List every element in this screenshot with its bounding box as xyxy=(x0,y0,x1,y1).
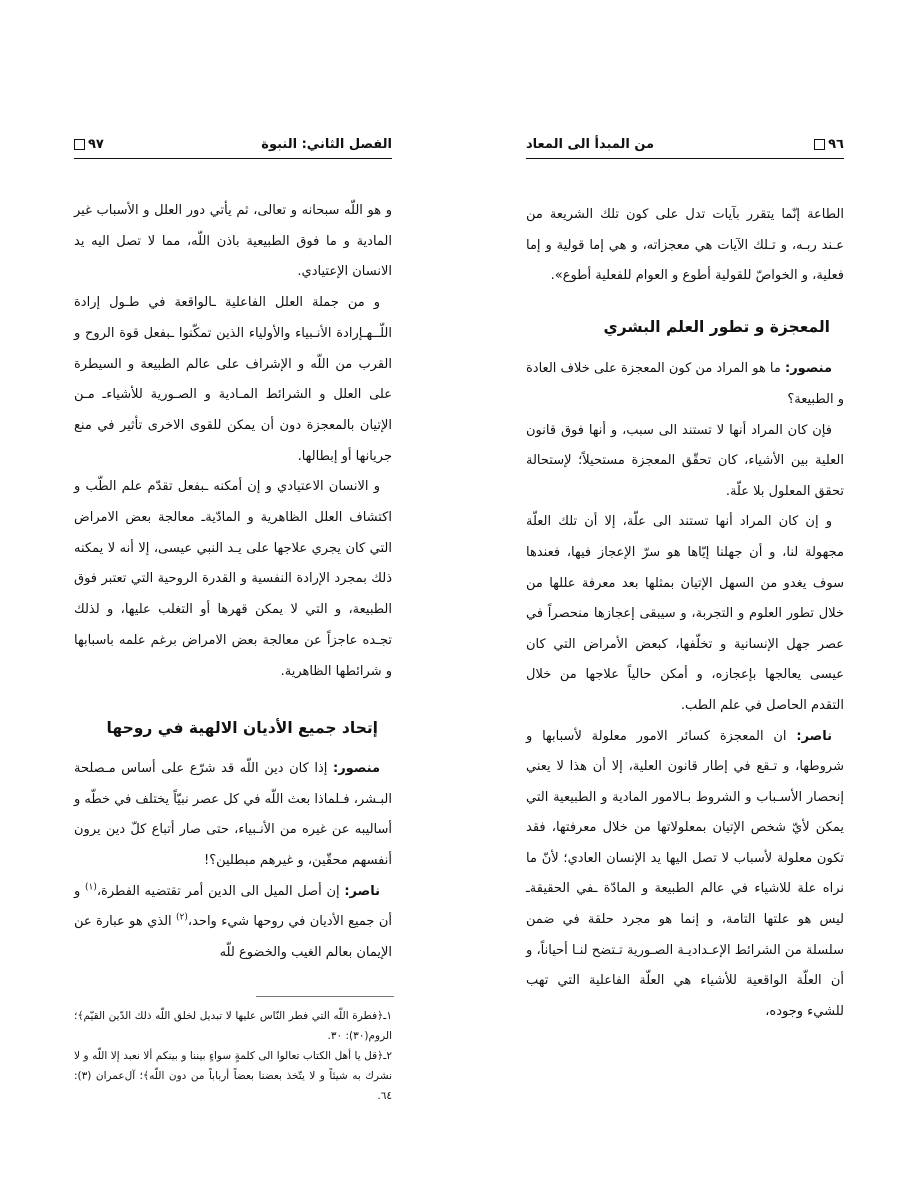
footnote: ٢ـ﴿قل يا أهل الكتاب تعالوا الى كلمةٍ سواءٍ بيننا و بينكم ألا نعبد إلا اللّه و لا نشرك به شيئاً و لا يتّخذ بعضنا بعضاً أرباباً من دون اللّه﴾؛ آل‌عمران (٣): ٦٤. xyxy=(74,1050,392,1102)
dialogue-paragraph xyxy=(74,754,392,877)
square-ornament-icon xyxy=(74,139,85,150)
dialogue-text: ما هو المراد من كون المعجزة على خلاف العادة و الطبيعة؟ xyxy=(526,361,844,407)
page-number-group xyxy=(74,137,104,152)
paragraph: و من جملة العلل الفاعلية ـالواقعة في طـول إرادة اللّــهـإرادة الأنـبياء والأولياء الذين تمكّنوا ـبفعل قوة الروح و القرب من اللّه و الإشراف على عالم الطبيعة و السيطرة على العلل و الشرائط المـادية و الصـورية للأشياءـ مـن الإتيان بالمعجزة دون أن يمكن للقوى الاخرى تأثير في منع جريانها أو إبطالها. xyxy=(74,295,392,464)
speaker-label: منصور: xyxy=(785,361,832,377)
speaker-label: ناصر: xyxy=(344,883,380,899)
body-text xyxy=(74,196,392,969)
paragraph: الطاعة إنّما يتقرر بآيات تدل على كون تلك الشريعة من عـند ربـه، و تـلك الآيات هي معجزاته، و هي إما قولية و إما فعلية، و الخواصّ للقولية أطوع و العوام للفعلية أطوع». xyxy=(526,207,844,284)
dialogue-text: الذي هو عبارة عن الإيمان بعالم الغيب والخضوع للّه xyxy=(74,914,392,961)
body-text xyxy=(526,200,844,1027)
running-header xyxy=(74,134,392,154)
speaker-label: منصور: xyxy=(333,760,380,776)
page-number-group xyxy=(814,137,844,152)
header-title: الفصل الثاني: النبوة xyxy=(261,136,392,152)
square-ornament-icon xyxy=(814,139,825,150)
running-header xyxy=(526,134,844,154)
footnote-separator xyxy=(256,996,394,997)
footnote-ref: (٢) xyxy=(176,913,188,924)
paragraph: و الانسان الاعتيادي و إن أمكنه ـبفعل تقدّم علم الطّب و اكتشاف العلل الظاهرية و المادّيةـ معالجة بعض الامراض التي كان يجري علاجها على يـد النبي عيسى، إلا أنه لا يمكنه ذلك بمجرد الإرادة النفسية و القدرة الروحية التي تعتبر فوق الطبيعة، و التي لا يمكن قهرها أو التغلب عليها، و لذلك تجـده عاجزاً عن معالجة بعض الامراض برغم علمه باسبابها و شرائطها الظاهرية. xyxy=(74,479,392,679)
header-rule xyxy=(74,158,392,159)
footnote: ١ـ﴿فطرة اللّه التي فطر النّاس عليها لا تبديل لخلق اللّه ذلك الدّين القيّم﴾؛ الروم(٣٠): ٣٠. xyxy=(74,1010,392,1042)
page-number: ٩٧ xyxy=(88,136,104,152)
dialogue-text: ان المعجزة كسائر الامور معلولة لأسبابها و شروطها، و تـقع في إطار قانون العلية، إلا أن هذا لا يعني إنحصار الأسـباب و الشروط بـالامور المادية و الطبيعية التي يمكن لأيّ شخص الإتيان بمعلولاتها من خلال معرفتها، فقد تكون معلولة لأسباب لا تصل اليها يد الإنسان العادي؛ لأنّ ما نراه علة للاشياء في عالم الطبيعة و المادّة ـفي الحقيقةـ ليس هو علتها التامة، و إنما هو مجرد حلقة في ضمن سلسلة من الشرائط الإعـداديـة الصـورية تـتضح لنـا أحياناً، و أن العلّة الواقعية للأشياء هي العلّة الفاعلية التي تهب للشيء وجوده، xyxy=(526,728,844,1019)
speaker-label: ناصر: xyxy=(796,728,832,744)
dialogue-text: إذا كان دين اللّه قد شرّع على أساس مـصلحة البـشر، فـلماذا بعث اللّه في كل عصر نبيّاً يختلف في خطّه و أساليبه عن غيره من الأنـبياء، حتى صار أتباع كلّ دين يرون أنفسهم محقّين، و غيرهم مبطلين؟! xyxy=(74,760,392,869)
footnote-ref: (١) xyxy=(84,882,97,893)
paragraph: فإن كان المراد أنها لا تستند الى سبب، و أنها فوق قانون العلية بين الأشياء، كان تحقّق المعجزة مستحيلاً؛ لإستحالة تحقق المعلول بلا علّة. xyxy=(526,422,844,499)
section-heading: المعجزة و تطور العلم البشري xyxy=(603,317,830,336)
paragraph: و هو اللّه سبحانه و تعالى، ثم يأتي دور العلل و الأسباب غير المادية و ما فوق الطبيعية باذن اللّه، مما لا تصل اليه يد الانسان الإعتيادي. xyxy=(74,203,392,280)
paragraph: و إن كان المراد أنها تستند الى علّة، إلا أن تلك العلّة مجهولة لنا، و أن جهلنا إيّاها هو سرّ الإعجاز فيها، فعندها سوف يغدو من السهل الإتيان بمثلها بعد معرفة عللها من خلال تطور العلوم و التجربة، و سيبقى إعجازها منحصراً في عصر جهل الإنسانية و تخلّفها، كبعض الأمراض التي كان عيسى يعالجها بإعجازه، و أمكن حالياً علاجها من خلال التقدم الحاصل في علم الطب. xyxy=(526,514,844,713)
dialogue-paragraph xyxy=(526,354,844,415)
dialogue-paragraph xyxy=(74,877,392,969)
page-number: ٩٦ xyxy=(828,136,844,152)
dialogue-paragraph xyxy=(526,722,844,1028)
header-title: من المبدأ الى المعاد xyxy=(526,136,655,152)
right-page xyxy=(450,0,900,1200)
footnotes xyxy=(74,1006,392,1106)
dialogue-text: و أن جميع الأديان في روحها شيء واحد، xyxy=(74,883,392,930)
header-rule xyxy=(526,158,844,159)
section-heading: إتحاد جميع الأديان الالهية في روحها xyxy=(106,719,378,738)
dialogue-text: إن أصل الميل الى الدين أمر تقتضيه الفطرة، xyxy=(96,883,345,899)
